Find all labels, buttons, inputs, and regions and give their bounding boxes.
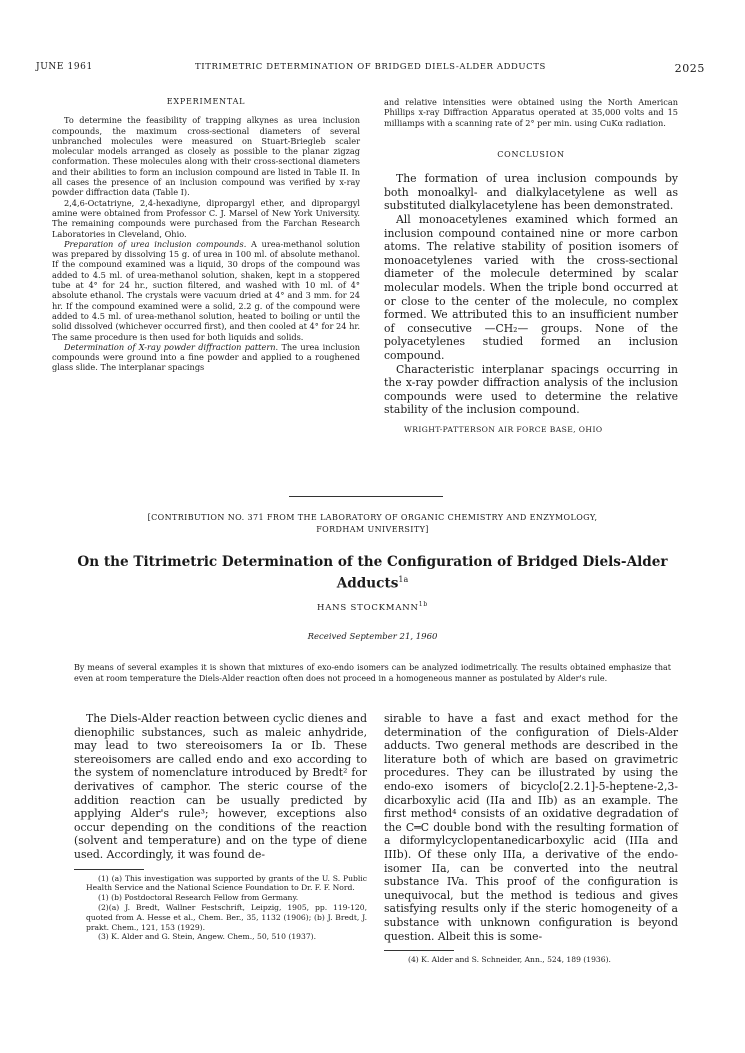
conclusion-paragraph-2: All monoacetylenes examined which formed an inclusion compound contained nine or more carbon atoms. The relative stability of position isomers of monoacetylenes varied with the cross-sectional diameter of the molecule determined by scalar molecular models. When the triple bond occurred at or close to the center of the molecule, no complex formed. We attributed this to an insufficient number of consecutive —CH₂— groups. None of the polyacetylenes studied formed an inclusion compound. <box>384 212 678 362</box>
experimental-heading: EXPERIMENTAL <box>166 97 246 106</box>
conclusion-paragraph-1: The formation of urea inclusion compounds by both monoalkyl- and dialkylacetylene as well as substituted dialkylacetylene has been demonstrated. <box>384 172 678 213</box>
conclusion-paragraph-3: Characteristic interplanar spacings occurring in the x-ray powder diffraction analysis of the inclusion compounds were used to determine the relative stability of the inclusion compound. <box>384 362 678 417</box>
experimental-paragraph-1: To determine the feasibility of trapping alkynes as urea inclusion compounds, the maximum cross-sectional diameters of several unbranched molecules were measured on Stuart-Briegleb scaler molecular models arranged as closely as possible to the planar zigzag conformation. These molecules along with their cross-sectional diameters and their abilities to form an inclusion compound are listed in Table II. In all cases the presence of an inclusion compound was verified by x-ray powder diffraction data (Table I). <box>52 115 360 198</box>
conclusion-column <box>384 97 678 435</box>
conclusion-heading: CONCLUSION <box>497 149 565 159</box>
xray-text: The urea inclusion compounds were ground into a fine powder and applied to a roughened glass slide. The interplanar spacings <box>52 341 360 373</box>
article-body-left <box>74 712 367 942</box>
body-paragraph-left: The Diels-Alder reaction between cyclic dienes and dienophilic substances, such as maleic anhydride, may lead to two stereoisomers Ia or Ib. These stereoisomers are called endo and exo according to the system of nomenclature introduced by Bredt² for derivatives of camphor. The steric course of the addition reaction can be usually predicted by applying Alder's rule³; however, exceptions also occur depending on the conditions of the reaction (solvent and temperature) and on the type of diene used. Accordingly, it was found de- <box>74 712 367 861</box>
page-number: 2025 <box>674 62 705 75</box>
conclusion-body <box>384 172 678 417</box>
footnote-1b: (1) (b) Postdoctoral Research Fellow from Germany. <box>98 893 299 903</box>
footnote-1a: (1) (a) This investigation was supported by grants of the U. S. Public Health Service and the National Science Foundation to Dr. F. F. Nord. <box>86 873 367 893</box>
body-text-right <box>384 712 678 943</box>
author <box>0 601 745 613</box>
body-text-left <box>74 712 367 862</box>
experimental-continuation: and relative intensities were obtained using the North American Phillips x-ray Diffraction Apparatus operated at 35,000 volts and 15 milliamps with a scanning rate of 2° per min. using CuKα radiation. <box>384 97 678 128</box>
contribution-line-2: FORDHAM UNIVERSITY] <box>316 525 429 534</box>
title-footnote-mark: 1a <box>398 575 409 584</box>
received-date: Received September 21, 1960 <box>307 632 438 642</box>
xray-label: Determination of X-ray powder diffraction pattern. <box>64 341 279 352</box>
footnote-2: (2)(a) J. Bredt, Wallner Festschrift, Leipzig, 1905, pp. 119-120, quoted from A. Hesse et al., Chem. Ber., 35, 1132 (1906); (b) J. Bredt, J. prakt. Chem., 121, 153 (1929). <box>86 902 367 932</box>
footnote-4: (4) K. Alder and S. Schneider, Ann., 524, 189 (1936). <box>408 955 611 965</box>
author-footnote-mark: 1b <box>418 601 428 608</box>
footnote-3: (3) K. Alder and G. Stein, Angew. Chem., 50, 510 (1937). <box>98 932 317 942</box>
article-title-text: On the Titrimetric Determination of the Configuration of Bridged Diels-Alder Adducts <box>77 554 668 592</box>
article-body-right <box>384 712 678 965</box>
article-title <box>40 553 705 593</box>
affiliation: WRIGHT-PATTERSON AIR FORCE BASE, OHIO <box>404 424 603 434</box>
preparation-label: Preparation of urea inclusion compounds. <box>64 238 247 249</box>
contribution-line-1: [CONTRIBUTION NO. 371 FROM THE LABORATORY OF ORGANIC CHEMISTRY AND ENZYMOLOGY, <box>147 513 598 522</box>
footnote-rule-left <box>74 869 144 870</box>
preparation-text: A urea-methanol solution was prepared by dissolving 15 g. of urea in 100 ml. of absolute methanol. If the compound examined was a liquid, 30 drops of the compound was added to 4.5 ml. of urea-methanol solution, shaken, kept in a stoppered tube at 4° for 24 hr., suction filtered, and washed with 10 ml. of 4° absolute ethanol. The crystals were vacuum dried at 4° and 3 mm. for 24 hr. If the compound examined were a solid, 2.2 g. of the compound were added to 4.5 ml. of urea-methanol solution, heated to boiling or until the solid dissolved (whichever occurred first), and then cooled at 4° for 24 hr. The same procedure is then used for both liquids and solids. <box>52 238 360 342</box>
experimental-paragraph-3 <box>52 239 360 342</box>
footnote-rule-right <box>384 950 454 951</box>
contribution-note <box>40 512 705 536</box>
header-title: TITRIMETRIC DETERMINATION OF BRIDGED DIELS-ALDER ADDUCTS <box>195 62 546 72</box>
experimental-paragraph-2: 2,4,6-Octatriyne, 2,4-hexadiyne, dipropargyl ether, and dipropargyl amine were obtained from Professor C. J. Marsel of New York University. The remaining compounds were purchased from the Farchan Research Laboratories in Cleveland, Ohio. <box>52 197 360 239</box>
header-date: JUNE 1961 <box>36 62 93 72</box>
author-name: HANS STOCKMANN <box>316 602 419 613</box>
running-header <box>36 62 705 76</box>
experimental-paragraph-4 <box>52 342 360 373</box>
abstract: By means of several examples it is shown that mixtures of exo-endo isomers can be analyzed iodimetrically. The results obtained emphasize that even at room temperature the Diels-Alder reaction often does not proceed in a homogeneous manner as postulated by Alder's rule. <box>74 663 671 683</box>
section-divider <box>289 496 443 497</box>
body-paragraph-right: sirable to have a fast and exact method for the determination of the configuration of Diels-Alder adducts. Two general methods are described in the literature both of which are based on gravimetric procedures. They can be illustrated by using the endo-exo isomers of bicyclo[2.2.1]-5-heptene-2,3-dicarboxylic acid (IIa and IIb) as an example. The first method⁴ consists of an oxidative degradation of the C═C double bond with the resulting formation of a diformylcyclopentanedicarboxylic acid (IIIa and IIIb). Of these only IIIa, a derivative of the endo-isomer IIa, can be converted into the neutral substance IVa. This proof of the configuration is unequivocal, but the method is tedious and gives satisfying results only if the steric homogeneity of a substance with unknown configuration is beyond question. Albeit this is some- <box>384 712 678 943</box>
experimental-section <box>52 97 360 373</box>
